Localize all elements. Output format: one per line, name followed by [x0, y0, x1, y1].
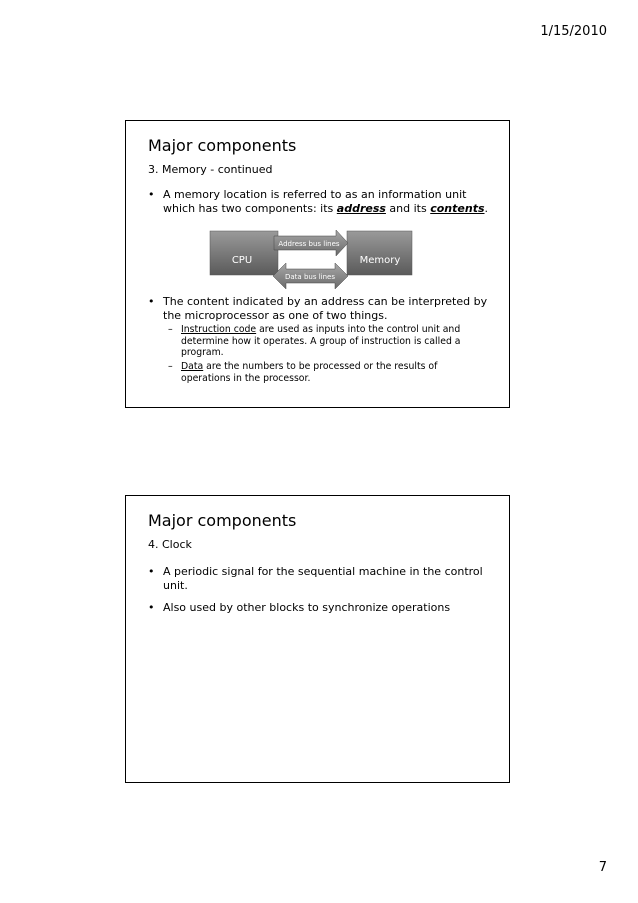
cpu-box — [210, 231, 278, 275]
bullet-content-interpretation — [148, 295, 491, 323]
memory-label: Memory — [359, 255, 401, 266]
bullet-marker: • — [148, 565, 155, 578]
bullet-marker: • — [148, 295, 155, 308]
memory-box — [347, 231, 412, 275]
slide-title: Major components — [148, 511, 297, 530]
contents-term: contents — [430, 202, 485, 215]
address-bus-label: Address bus lines — [278, 240, 340, 248]
bullet-text-start: A memory location is referred to as an information unit which has two components: its — [163, 188, 467, 215]
sub-bullet-text — [181, 324, 483, 359]
sub-bullet-body: are the numbers to be processed or the results of operations in the processor. — [181, 361, 438, 384]
bullet-periodic-signal — [148, 565, 491, 593]
slide-subtitle: 4. Clock — [148, 538, 192, 551]
slide-title: Major components — [148, 136, 297, 155]
instruction-code-term: Instruction code — [181, 324, 257, 335]
slide-memory — [125, 120, 510, 408]
bullet-text-end: . — [484, 202, 488, 215]
bullet-text: A periodic signal for the sequential machine in the control unit. — [163, 565, 483, 592]
bullet-marker: • — [148, 601, 155, 614]
bullet-marker: • — [148, 188, 155, 201]
slide-clock — [125, 495, 510, 783]
page-date: 1/15/2010 — [540, 24, 607, 39]
page-number: 7 — [598, 860, 607, 875]
cpu-label: CPU — [231, 255, 253, 266]
data-term: Data — [181, 361, 204, 372]
bullet-text: The content indicated by an address can be interpreted by the microprocessor as one of two things. — [163, 295, 488, 322]
dash-marker: – — [168, 324, 173, 335]
dash-marker: – — [168, 361, 173, 372]
address-term: address — [336, 202, 386, 215]
bullet-text-mid: and its — [385, 202, 431, 215]
bullet-text: Also used by other blocks to synchronize operations — [163, 601, 451, 614]
sub-bullet-instruction-code — [168, 324, 483, 359]
bullet-synchronize — [148, 601, 491, 615]
data-bus-label: Data bus lines — [285, 273, 335, 281]
slide-subtitle: 3. Memory - continued — [148, 163, 273, 176]
sub-bullet-body: are used as inputs into the control unit and determine how it operates. A group of instruction is called a program. — [181, 324, 461, 358]
sub-bullet-text — [181, 361, 483, 384]
sub-bullet-data — [168, 361, 483, 384]
